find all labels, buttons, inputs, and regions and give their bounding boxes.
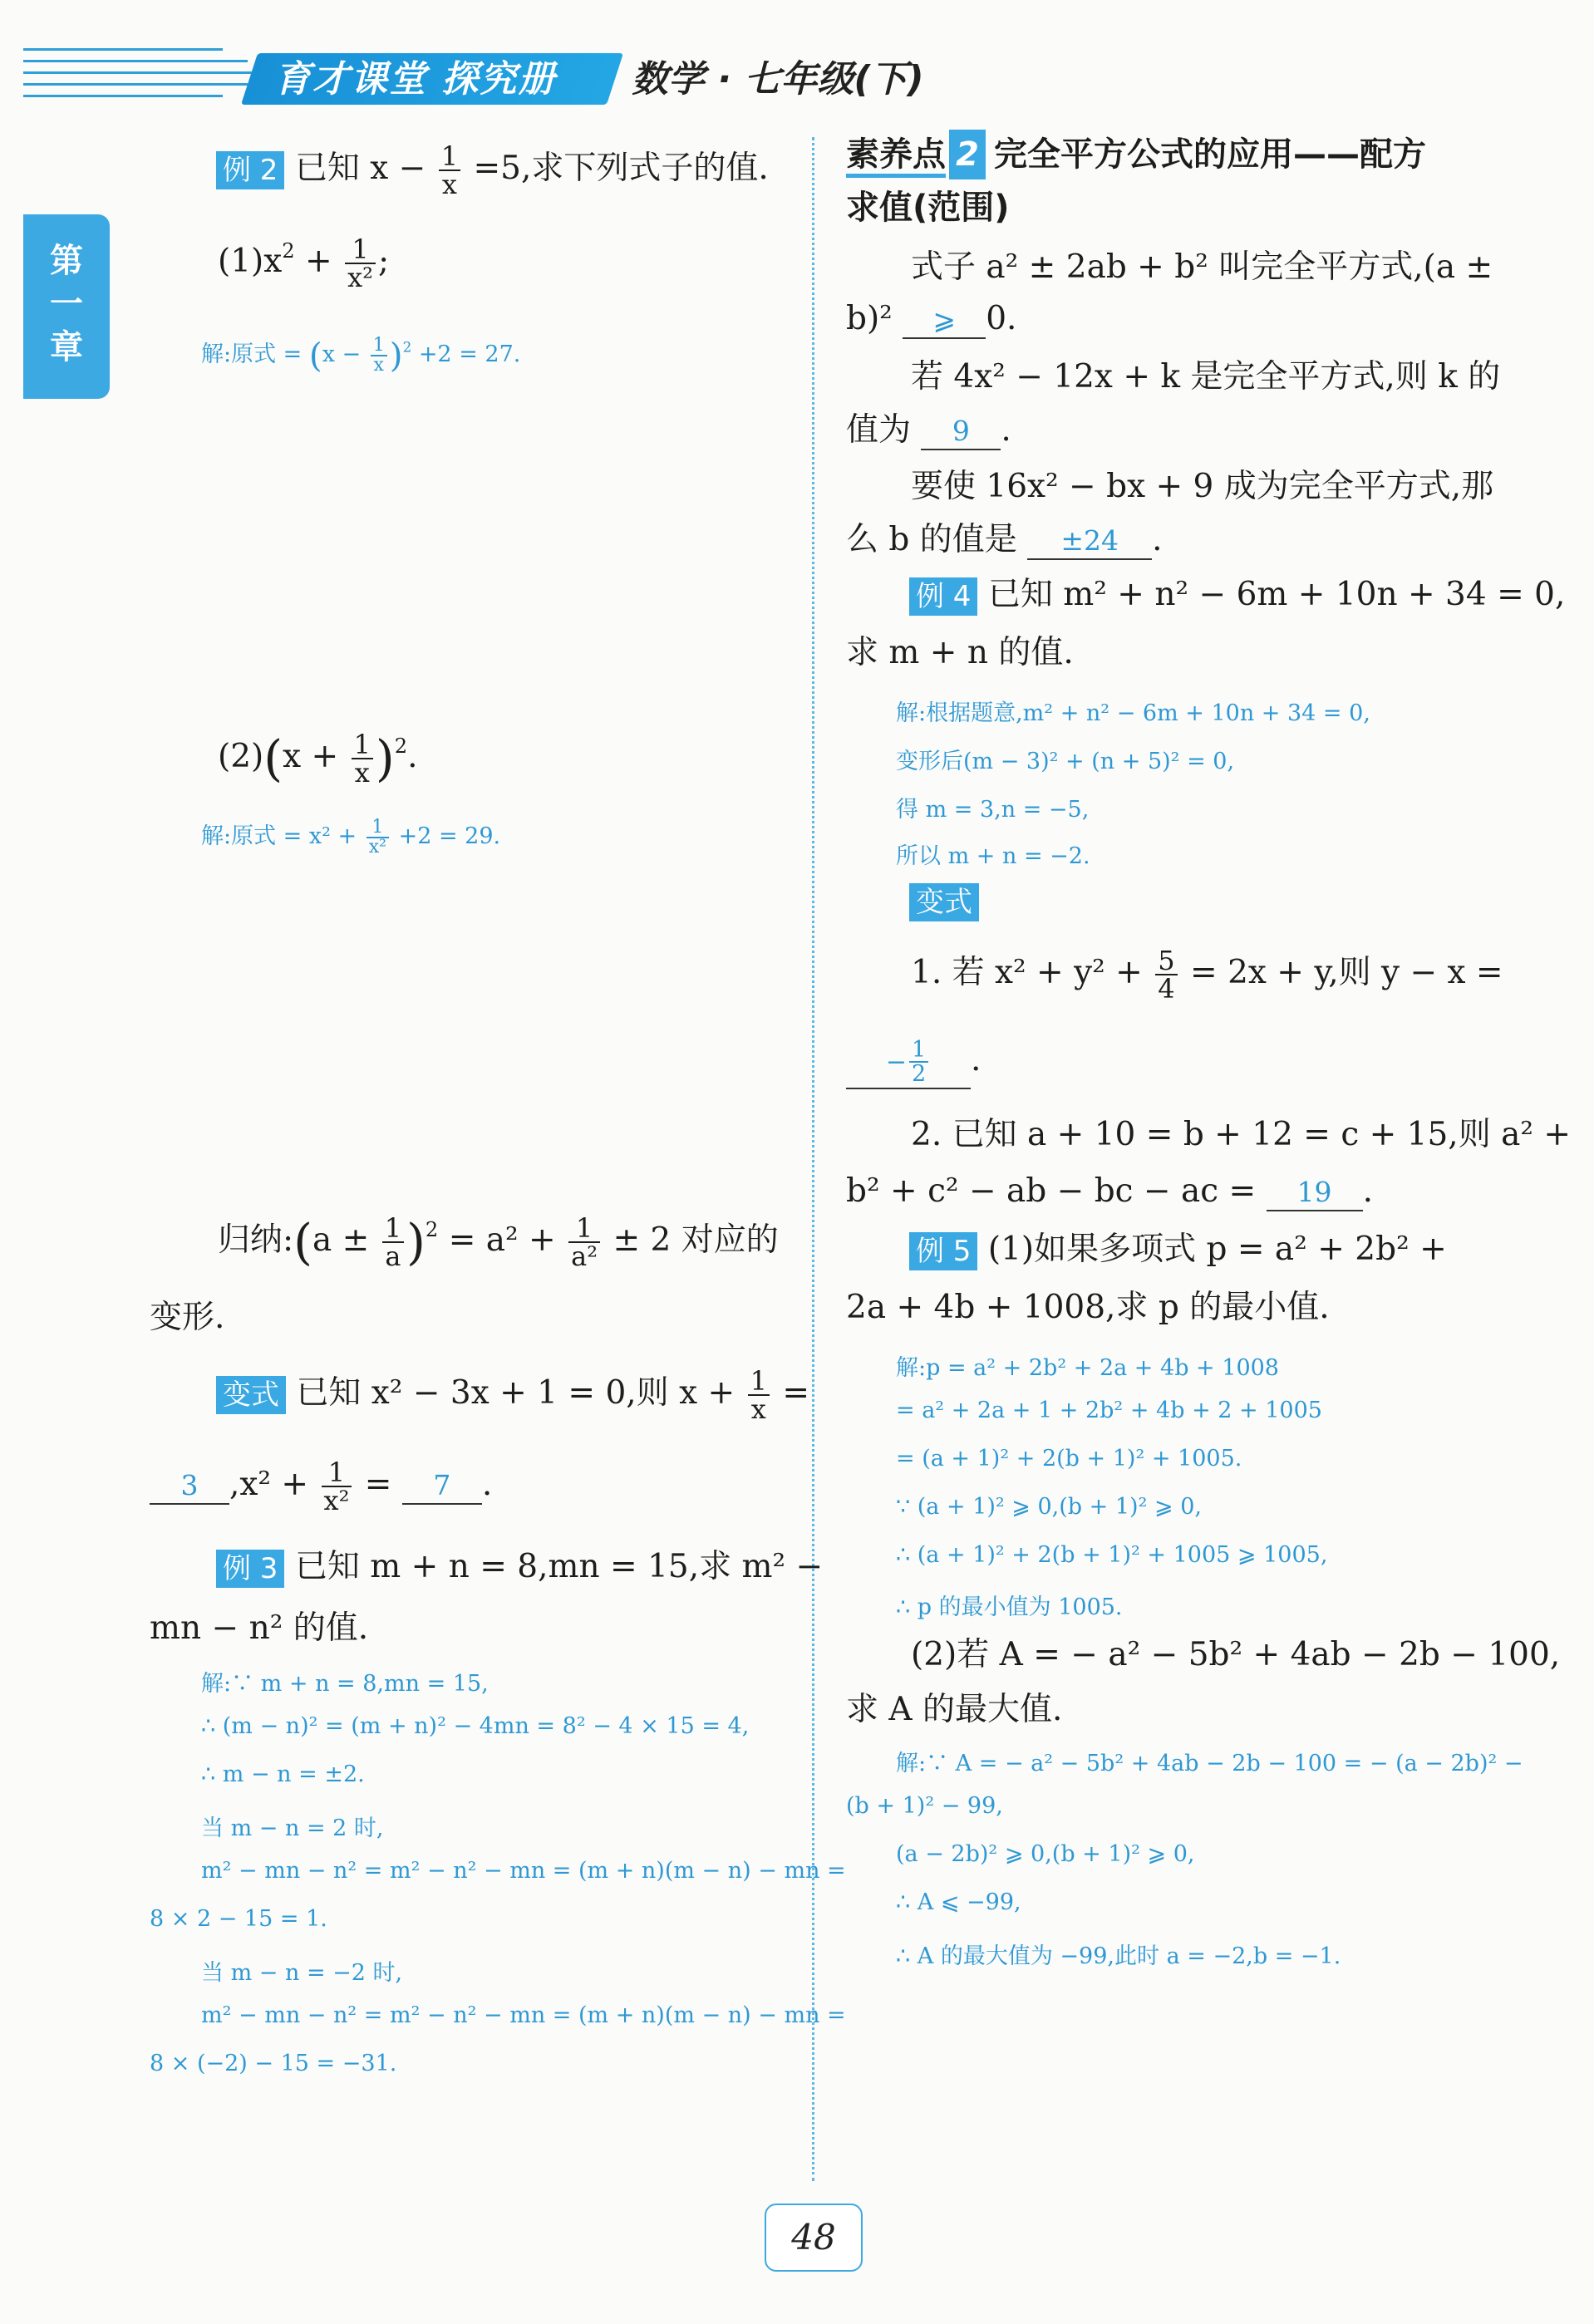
text: 解:原式 = x² + xyxy=(201,823,357,849)
example-5-solution-2-line: ∴ A 的最大值为 −99,此时 a = −2,b = −1. xyxy=(896,1943,1341,1969)
text: . xyxy=(1152,521,1163,558)
example-2-solution-1: 解:原式 = (x − $\frac{1}{x}$ )$^2$ +2 = 27. xyxy=(201,334,521,376)
left-variant-question xyxy=(216,1365,810,1425)
text: b² + c² − ab − bc − ac = xyxy=(846,1172,1257,1210)
answer-blank: ⩾ xyxy=(903,302,986,339)
denominator: x xyxy=(750,1393,766,1425)
fraction xyxy=(568,1212,600,1272)
example-5-tag: 例 5 xyxy=(909,1232,977,1270)
example-4-solution-line: 得 m = 3,n = −5, xyxy=(896,797,1090,823)
text: ,x² + xyxy=(229,1466,309,1503)
text: 已知 m² + n² − 6m + 10n + 34 = 0, xyxy=(987,576,1566,613)
fraction xyxy=(439,140,460,200)
answer-blank: ±24 xyxy=(1027,523,1152,560)
example-2-tag: 例 2 xyxy=(216,151,284,189)
example-5-solution-2-line: (a − 2b)² ⩾ 0,(b + 1)² ⩾ 0, xyxy=(896,1841,1195,1867)
text: b)² xyxy=(846,300,893,337)
fraction xyxy=(371,334,387,376)
example-3-solution-line: 8 × (−2) − 15 = −31. xyxy=(150,2051,397,2076)
left-variant-answers xyxy=(150,1459,492,1514)
answer-blank: 7 xyxy=(402,1468,482,1505)
fraction xyxy=(382,1212,404,1272)
text: 已知 m + n = 8,mn = 15,求 m² − xyxy=(294,1548,824,1585)
example-5-question xyxy=(909,1225,1447,1275)
text: . xyxy=(481,1466,493,1503)
intro-line-2: 若 4x² − 12x + k 是完全平方式,则 k 的 xyxy=(911,358,1501,396)
numerator: 1 xyxy=(568,1215,600,1243)
denominator: x² xyxy=(368,836,386,857)
intro-line-3b xyxy=(846,515,1163,565)
intro-line-3: 要使 16x² − bx + 9 成为完全平方式,那 xyxy=(911,468,1494,505)
denominator: x² xyxy=(347,262,373,293)
denominator: x xyxy=(373,354,384,376)
example-3-solution-line: 8 × 2 − 15 = 1. xyxy=(150,1906,327,1932)
example-5-solution-line: ∵ (a + 1)² ⩾ 0,(b + 1)² ⩾ 0, xyxy=(896,1494,1202,1520)
numerator: 1 xyxy=(371,337,387,356)
intro-line-2b xyxy=(846,405,1011,455)
text: 0. xyxy=(986,300,1017,337)
intro-line-1: 式子 a² ± 2ab + b² 叫完全平方式,(a ± xyxy=(911,248,1493,286)
example-2-solution-2 xyxy=(201,818,500,857)
summary-line-2: 变形. xyxy=(150,1299,225,1336)
numerator: 5 xyxy=(1155,947,1177,975)
denominator: 4 xyxy=(1158,973,1175,1005)
header-series-title: 育才课堂 探究册 xyxy=(274,58,557,101)
denominator: a² xyxy=(571,1241,598,1272)
example-3-tag: 例 3 xyxy=(216,1550,284,1588)
text: a ± xyxy=(312,1221,370,1259)
example-5-solution-line: = (a + 1)² + 2(b + 1)² + 1005. xyxy=(896,1446,1242,1472)
numerator: 1 xyxy=(382,1215,404,1243)
example-5-solution-line: 解:p = a² + 2b² + 2a + 4b + 1008 xyxy=(896,1355,1279,1381)
text: ; xyxy=(378,243,390,280)
fraction xyxy=(345,233,376,293)
fraction xyxy=(322,1459,352,1514)
text: (1)x xyxy=(218,243,283,280)
example-2-question xyxy=(216,140,769,200)
text: 解:原式 = xyxy=(201,341,303,367)
right-variant-heading xyxy=(909,876,979,926)
example-4-question xyxy=(909,570,1565,620)
text: (1)如果多项式 p = a² + 2b² + xyxy=(987,1231,1447,1268)
chapter-tab xyxy=(23,214,110,399)
example-5-part-2: (2)若 A = − a² − 5b² + 4ab − 2b − 100, xyxy=(911,1636,1561,1673)
denominator: x xyxy=(354,757,370,789)
example-4-question-line-2: 求 m + n 的值. xyxy=(846,634,1074,671)
answer-blank: 19 xyxy=(1267,1175,1363,1211)
example-4-tag: 例 4 xyxy=(909,577,977,616)
section-title xyxy=(846,130,1426,179)
example-2-part-1: $(1)x^2$ + $\frac{1}{\text{x²}}$ ; xyxy=(218,233,390,293)
example-3-solution-line: m² − mn − n² = m² − n² − mn = (m + n)(m − n) − mn = xyxy=(201,2002,846,2028)
fraction xyxy=(748,1365,770,1425)
text: = a² + xyxy=(448,1221,556,1259)
text: 已知 x − xyxy=(294,150,426,187)
fraction xyxy=(1155,945,1177,1005)
example-5-solution-line: ∴ p 的最小值为 1005. xyxy=(896,1594,1123,1620)
text: ± 2 对应的 xyxy=(613,1221,779,1259)
example-5-part-2b: 求 A 的最大值. xyxy=(846,1691,1063,1728)
summary-label: 归纳: xyxy=(218,1221,294,1259)
text: (2) xyxy=(218,738,264,775)
text: =5,求下列式子的值. xyxy=(473,150,769,187)
example-4-solution-line: 变形后(m − 3)² + (n + 5)² = 0, xyxy=(896,749,1235,774)
answer-blank: 3 xyxy=(150,1468,229,1505)
text: + xyxy=(294,243,332,280)
section-heading: 完全平方公式的应用——配方 xyxy=(994,135,1426,174)
example-3-solution-line: ∴ m − n = ±2. xyxy=(201,1761,365,1787)
text: . xyxy=(407,738,418,775)
text: = xyxy=(364,1466,392,1503)
example-3-solution-line: 当 m − n = 2 时, xyxy=(201,1815,384,1841)
denominator: x xyxy=(441,169,457,200)
fraction xyxy=(367,818,389,857)
example-3-solution-line: 解:∵ m + n = 8,mn = 15, xyxy=(201,1671,489,1697)
example-5-question-line-2: 2a + 4b + 1008,求 p 的最小值. xyxy=(846,1289,1330,1326)
text: = xyxy=(782,1374,810,1412)
denominator: 2 xyxy=(911,1061,927,1087)
chapter-tab-char: 章 xyxy=(50,328,83,366)
numerator: 1 xyxy=(367,818,389,838)
header-subject: 数学 · 七年级(下) xyxy=(632,58,924,101)
section-number: 2 xyxy=(949,130,986,179)
variant-question-2: 2. 已知 a + 10 = b + 12 = c + 15,则 a² + xyxy=(911,1116,1572,1153)
example-5-solution-2-line: (b + 1)² − 99, xyxy=(846,1793,1003,1819)
intro-line-1b xyxy=(846,294,1016,344)
text: 么 b 的值是 xyxy=(846,521,1017,558)
chapter-tab-char: 一 xyxy=(50,285,83,323)
text: 1. 若 x² + y² + xyxy=(911,954,1143,991)
example-4-solution-line: 解:根据题意,m² + n² − 6m + 10n + 34 = 0, xyxy=(896,700,1370,726)
fraction xyxy=(352,729,373,789)
numerator: 1 xyxy=(748,1368,770,1396)
chapter-tab-char: 第 xyxy=(50,242,83,280)
denominator: a xyxy=(385,1241,401,1272)
numerator: 1 xyxy=(322,1459,352,1487)
section-label: 素养点 xyxy=(846,135,946,178)
numerator: 1 xyxy=(352,731,373,759)
text: = 2x + y,则 y − x = xyxy=(1190,954,1503,991)
variant-question-1 xyxy=(911,945,1503,1005)
variant-tag: 变式 xyxy=(909,883,979,921)
text: +2 = 29. xyxy=(398,823,501,849)
section-title-line-2: 求值(范围) xyxy=(846,189,1010,227)
fraction xyxy=(909,1039,928,1085)
answer-blank: 9 xyxy=(921,414,1001,450)
text: x − xyxy=(322,341,362,367)
example-5-solution-line: ∴ (a + 1)² + 2(b + 1)² + 1005 ⩾ 1005, xyxy=(896,1542,1328,1568)
page-number: 48 xyxy=(765,2204,863,2272)
example-3-solution-line: 当 m − n = −2 时, xyxy=(201,1960,403,1986)
numerator: 1 xyxy=(439,143,460,171)
example-4-solution-line: 所以 m + n = −2. xyxy=(896,843,1090,869)
example-5-solution-2-line: 解:∵ A = − a² − 5b² + 4ab − 2b − 100 = − (a − 2b)² − xyxy=(896,1751,1523,1776)
summary: 归纳:(a ± $\frac{1}{a}$ )$^2$ = a² + $\frac{1}{\text{a²}}$ ± 2 对应的 xyxy=(218,1212,779,1272)
text: − xyxy=(885,1048,907,1077)
numerator: 1 xyxy=(345,236,376,264)
text: 已知 x² − 3x + 1 = 0,则 x + xyxy=(296,1374,736,1412)
header-decor-lines xyxy=(23,48,273,106)
example-3-solution-line: ∴ (m − n)² = (m + n)² − 4mn = 8² − 4 × 15 = 4, xyxy=(201,1713,750,1739)
text: 值为 xyxy=(846,411,912,449)
numerator: 1 xyxy=(909,1039,928,1063)
variant-tag: 变式 xyxy=(216,1376,286,1414)
text: +2 = 27. xyxy=(418,341,521,367)
example-3-question xyxy=(216,1542,823,1592)
text: . xyxy=(1001,411,1011,449)
variant-question-1-answer xyxy=(846,1035,981,1089)
text: . xyxy=(1362,1172,1373,1210)
example-3-solution-line: m² − mn − n² = m² − n² − mn = (m + n)(m − n) − mn = xyxy=(201,1858,846,1884)
variant-question-2b xyxy=(846,1167,1373,1216)
example-5-solution-2-line: ∴ A ⩽ −99, xyxy=(896,1889,1021,1915)
text: x + xyxy=(283,738,339,775)
example-5-solution-line: = a² + 2a + 1 + 2b² + 4b + 2 + 1005 xyxy=(896,1398,1322,1423)
answer-blank xyxy=(846,1035,971,1089)
text: . xyxy=(971,1041,981,1078)
denominator: x² xyxy=(323,1485,350,1516)
example-2-part-2: (2)(x + $\frac{1}{x}$ )$^2$. xyxy=(218,729,418,789)
example-3-question-line-2: mn − n² 的值. xyxy=(150,1609,369,1647)
